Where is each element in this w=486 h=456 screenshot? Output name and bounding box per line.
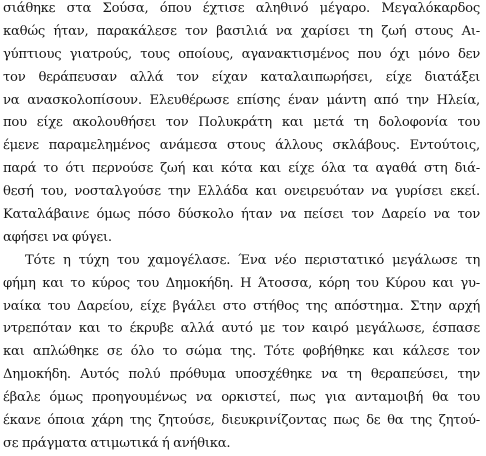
text-line: θεσή του, νοσταλγούσε την Ελλάδα και ονειρευόταν να γυρίσει εκεί. (3, 184, 480, 200)
text-line: ντρεπόταν και το έκρυβε αλλά αυτό με τον καιρό μεγάλωσε, έσπασε (3, 321, 480, 337)
text-line: τον θεράπευσαν αλλά τον είχαν καταλαιπωρήσει, είχε διατάξει (3, 69, 480, 85)
paragraph-2 (3, 250, 480, 456)
text-line: έβαλε όμως προηγουμένως να ορκιστεί, πως για ανταμοιβή θα του (3, 390, 480, 406)
text-line: γύπτιους γιατρούς, τους οποίους, αγανακτισμένος που όχι μόνο δεν (3, 46, 480, 62)
text-line: έμενε παραμελημένος ανάμεσα στους άλλους σκλάβους. Εντούτοις, (3, 138, 480, 154)
text-line: αφήσει να φύγει. (3, 229, 112, 245)
text-line: Δημοκήδη. Αυτός πολύ πρόθυμα υποσχέθηκε να τη θεραπεύσει, την (3, 367, 480, 383)
text-line: που είχε ακολουθήσει τον Πολυκράτη και μετά τη δολοφονία του (3, 115, 480, 131)
text-line: Καταλάβαινε όμως πόσο δύσκολο ήταν να πείσει τον Δαρείο να τον (3, 207, 480, 223)
text-line: παρά το ότι περνούσε ζωή και κότα και είχε όλα τα αγαθά στη διά- (3, 161, 480, 177)
text-line: φήμη και το κύρος του Δημοκήδη. Η Άτοσσα, κόρη του Κύρου και γυ- (3, 275, 480, 291)
text-line: έκανε όποια χάρη της ζητούσε, διευκρινίζοντας πως δε θα της ζητού- (3, 413, 480, 429)
text-line: Τότε η τύχη του χαμογέλασε. Ένα νέο περιστατικό μεγάλωσε τη (25, 252, 480, 268)
text-line: σιάθηκε στα Σούσα, όπου έχτισε αληθινό μέγαρο. Μεγαλόκαρδος (3, 1, 480, 16)
text-line: ναίκα του Δαρείου, είχε βγάλει στο στήθος της απόστημα. Στην αρχή (3, 298, 480, 314)
text-line: και απλώθηκε σε όλο το σώμα της. Τότε φοβήθηκε και κάλεσε τον (3, 344, 480, 360)
text-line: καθώς ήταν, παρακάλεσε τον βασιλιά να χαρίσει τη ζωή στους Αι- (3, 23, 480, 39)
text-line: να ανασκολοπίσουν. Ελευθέρωσε επίσης έναν μάντη από την Ηλεία, (3, 92, 480, 108)
paragraph-1 (3, 0, 480, 250)
text-line: σε πράγματα ατιμωτικά ή ανήθικα. (3, 435, 231, 451)
